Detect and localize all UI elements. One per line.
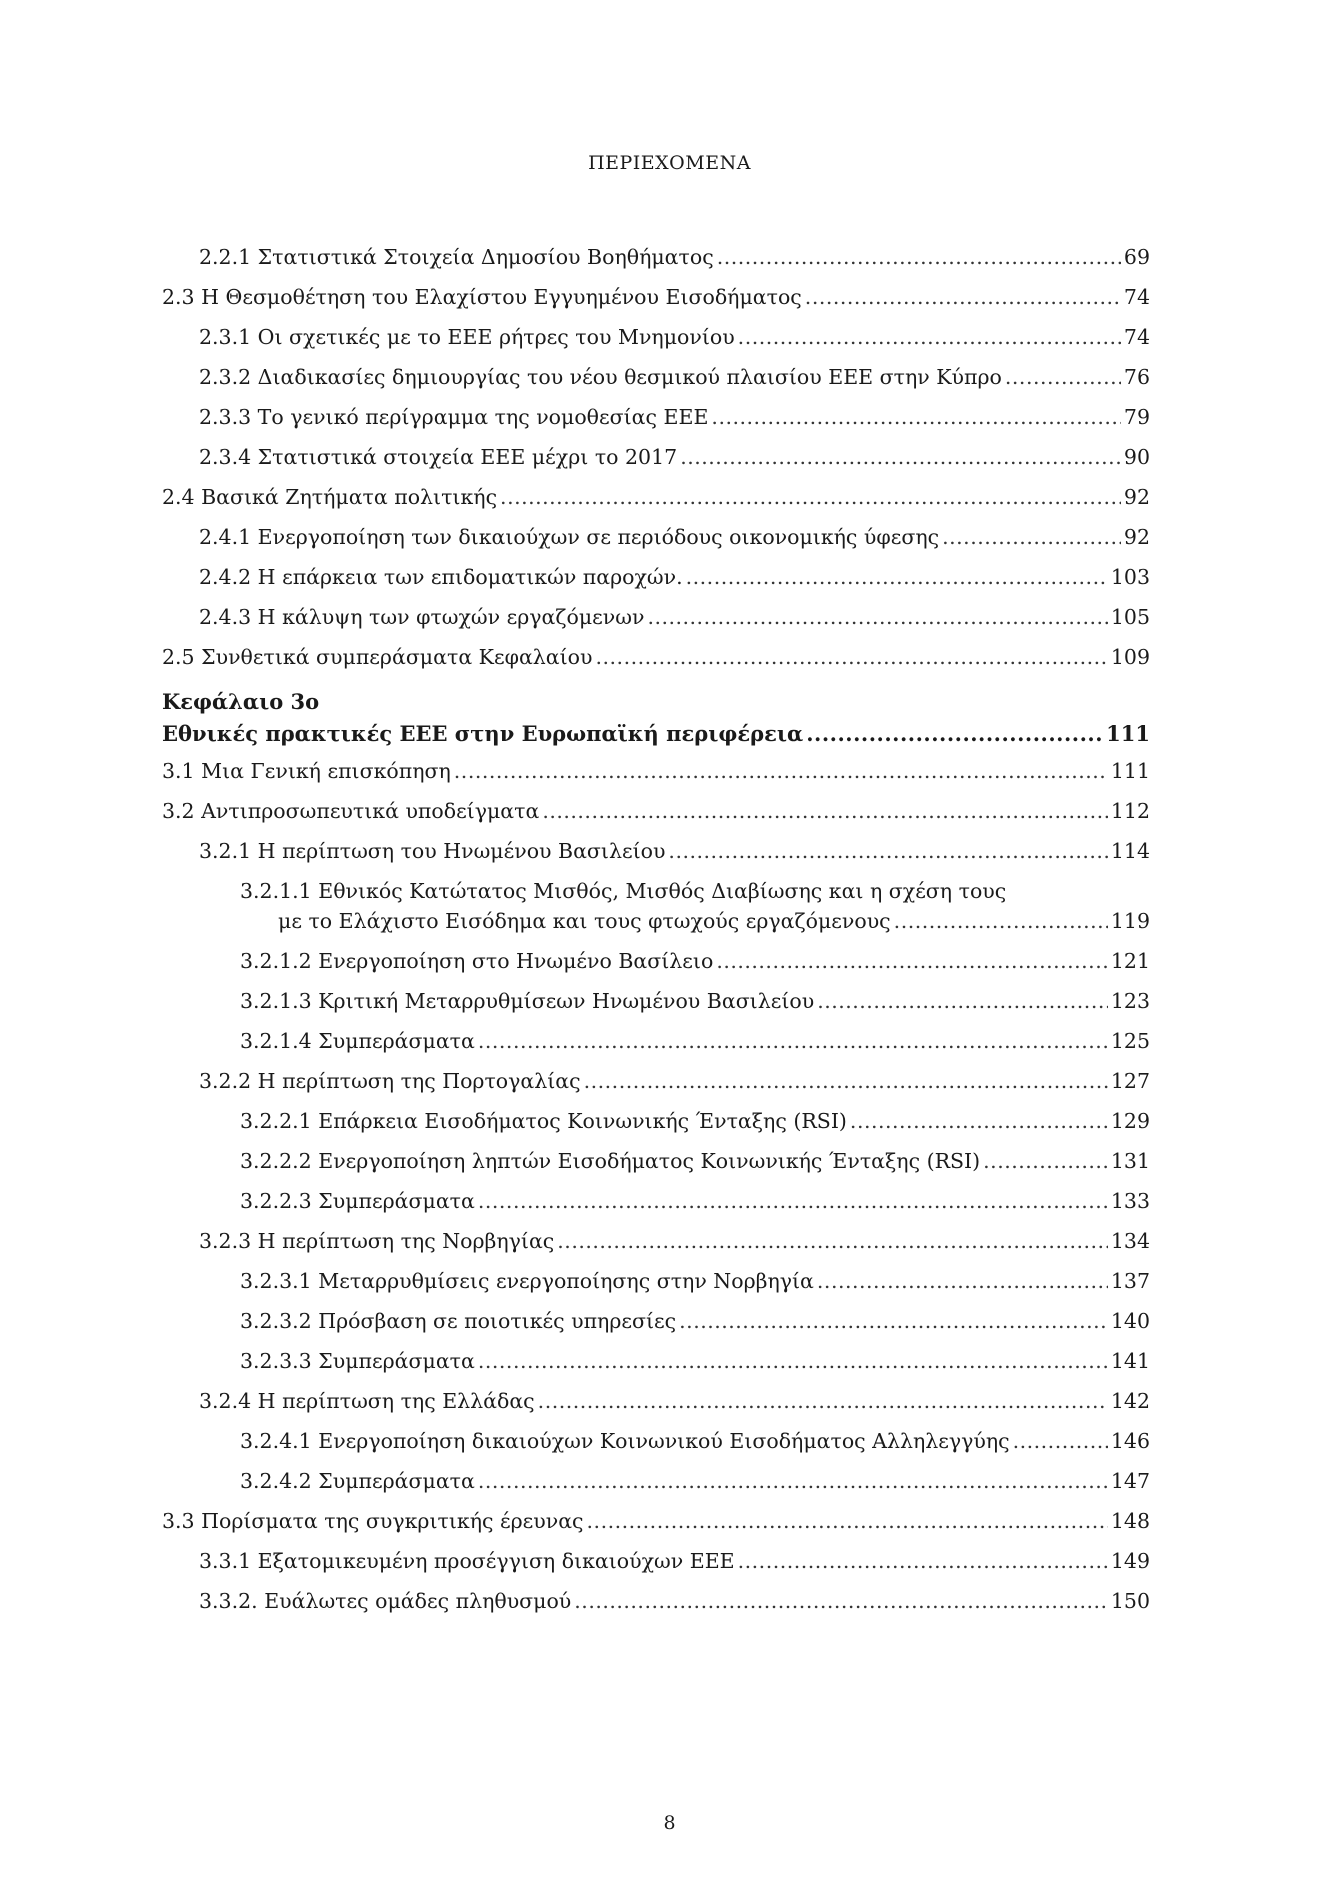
dot-leader [679, 1306, 1108, 1336]
page-header: ΠΕΡΙΕΧΟΜΕΝΑ [588, 152, 751, 174]
dot-leader [478, 1026, 1108, 1056]
toc-entry-page: 112 [1110, 799, 1150, 823]
toc-entry-title: 3.2.1.3 Κριτική Μεταρρυθμίσεων Ηνωμένου Βασιλείου [240, 989, 815, 1013]
dot-leader [711, 402, 1120, 432]
toc-entry[interactable] [162, 642, 1150, 672]
dot-leader [1005, 362, 1121, 392]
dot-leader [817, 1266, 1108, 1296]
toc-entry-page: 114 [1110, 839, 1150, 863]
toc-entry-title: 2.4.2 Η επάρκεια των επιδοματικών παροχών. [199, 565, 683, 589]
toc-entry[interactable] [240, 946, 1150, 976]
toc-entry[interactable] [240, 1426, 1150, 1456]
toc-entry-page: 141 [1110, 1349, 1150, 1373]
toc-entry-page: 79 [1123, 405, 1150, 429]
toc-entry-page: 137 [1110, 1269, 1150, 1293]
toc-entry-page: 129 [1110, 1109, 1150, 1133]
dot-leader [686, 562, 1108, 592]
toc-entry[interactable] [162, 796, 1150, 826]
toc-entry[interactable] [240, 1186, 1150, 1216]
dot-leader [983, 1146, 1108, 1176]
dot-leader [478, 1186, 1108, 1216]
toc-entry[interactable] [240, 1146, 1150, 1176]
dot-leader [894, 906, 1108, 936]
toc-entry-title: 3.2.2.3 Συμπεράσματα [240, 1189, 475, 1213]
toc-entry-page: 121 [1110, 949, 1150, 973]
toc-entry[interactable] [199, 362, 1150, 392]
toc-entry-title-line1[interactable]: 3.2.1.1 Εθνικός Κατώτατος Μισθός, Μισθός Διαβίωσης και η σχέση τους [240, 879, 1007, 903]
toc-entry-title: 2.2.1 Στατιστικά Στοιχεία Δημοσίου Βοηθήματος [199, 245, 714, 269]
toc-entry-page: 134 [1110, 1229, 1150, 1253]
toc-entry-page: 74 [1123, 325, 1150, 349]
toc-entry-page: 131 [1110, 1149, 1150, 1173]
toc-entry[interactable] [199, 836, 1150, 866]
toc-entry[interactable] [199, 522, 1150, 552]
chapter-heading[interactable] [162, 718, 1150, 750]
toc-entry-title: 3.2.3 Η περίπτωση της Νορβηγίας [199, 1229, 555, 1253]
toc-entry-title: 3.2.1.2 Ενεργοποίηση στο Ηνωμένο Βασίλειο [240, 949, 714, 973]
toc-entry-title: 3.2.1.4 Συμπεράσματα [240, 1029, 475, 1053]
toc-entry-page: 140 [1110, 1309, 1150, 1333]
toc-entry-page: 133 [1110, 1189, 1150, 1213]
toc-entry-title: 3.3.2. Ευάλωτες ομάδες πληθυσμού [199, 1589, 572, 1613]
toc-entry[interactable] [199, 442, 1150, 472]
dot-leader [587, 1506, 1108, 1536]
dot-leader [680, 442, 1121, 472]
toc-entry[interactable] [162, 1506, 1150, 1536]
dot-leader [584, 1066, 1108, 1096]
toc-entry-page: 69 [1123, 245, 1150, 269]
dot-leader [647, 602, 1107, 632]
toc-entry-page: 146 [1110, 1429, 1150, 1453]
toc-entry-page: 90 [1123, 445, 1150, 469]
toc-entry[interactable] [199, 1386, 1150, 1416]
dot-leader [668, 836, 1107, 866]
toc-entry-page: 142 [1110, 1389, 1150, 1413]
page-number: 8 [663, 1812, 676, 1834]
toc-entry-page: 149 [1110, 1549, 1150, 1573]
dot-leader [850, 1106, 1108, 1136]
dot-leader [557, 1226, 1108, 1256]
dot-leader [596, 642, 1108, 672]
toc-entry[interactable] [199, 1586, 1150, 1616]
toc-entry-title: 2.4.1 Ενεργοποίηση των δικαιούχων σε περιόδους οικονομικής ύφεσης [199, 525, 940, 549]
toc-entry-title: 2.4.3 Η κάλυψη των φτωχών εργαζόμενων [199, 605, 645, 629]
toc-entry-page: 92 [1123, 525, 1150, 549]
dot-leader [1013, 1426, 1108, 1456]
toc-entry-title: 2.3.3 Το γενικό περίγραμμα της νομοθεσίας ΕΕΕ [199, 405, 709, 429]
dot-leader [500, 482, 1121, 512]
toc-entry[interactable] [162, 756, 1150, 786]
toc-entry[interactable] [240, 1106, 1150, 1136]
toc-entry-title: 3.2.2 Η περίπτωση της Πορτογαλίας [199, 1069, 581, 1093]
toc-entry-page: 109 [1110, 645, 1150, 669]
toc-entry[interactable] [199, 1066, 1150, 1096]
dot-leader [817, 986, 1108, 1016]
toc-entry-title: 3.2 Αντιπροσωπευτικά υποδείγματα [162, 799, 540, 823]
toc-entry-page: 105 [1110, 605, 1150, 629]
toc-entry-title: 2.5 Συνθετικά συμπεράσματα Κεφαλαίου [162, 645, 593, 669]
toc-entry-title: 3.2.3.1 Μεταρρυθμίσεις ενεργοποίησης στην Νορβηγία [240, 1269, 814, 1293]
toc-entry-title: 2.3.1 Οι σχετικές με το ΕΕΕ ρήτρες του Μνημονίου [199, 325, 735, 349]
dot-leader [942, 522, 1121, 552]
toc-entry[interactable] [199, 402, 1150, 432]
toc-entry-page: 125 [1110, 1029, 1150, 1053]
toc-entry-page: 76 [1123, 365, 1150, 389]
dot-leader [738, 1546, 1108, 1576]
toc-entry-title: 3.2.3.3 Συμπεράσματα [240, 1349, 475, 1373]
toc-entry-page: 148 [1110, 1509, 1150, 1533]
toc-entry-title: 3.2.3.2 Πρόσβαση σε ποιοτικές υπηρεσίες [240, 1309, 677, 1333]
toc-entry-title: 3.2.4.1 Ενεργοποίηση δικαιούχων Κοινωνικού Εισοδήματος Αλληλεγγύης [240, 1429, 1010, 1453]
toc-entry-page: 111 [1110, 759, 1150, 783]
toc-entry-title: 3.3.1 Εξατομικευμένη προσέγγιση δικαιούχων ΕΕΕ [199, 1549, 735, 1573]
toc-entry[interactable] [199, 1546, 1150, 1576]
toc-entry[interactable] [199, 602, 1150, 632]
toc-entry-title: 3.2.2.2 Ενεργοποίηση ληπτών Εισοδήματος Κοινωνικής Ένταξης (RSI) [240, 1149, 981, 1173]
chapter-title: Εθνικές πρακτικές ΕΕΕ στην Ευρωπαϊκή περιφέρεια [162, 721, 804, 746]
dot-leader [738, 322, 1121, 352]
dot-leader [716, 946, 1108, 976]
toc-entry[interactable] [278, 906, 1150, 936]
toc-entry[interactable] [199, 562, 1150, 592]
dot-leader [538, 1386, 1108, 1416]
toc-entry-title: 2.4 Βασικά Ζητήματα πολιτικής [162, 485, 498, 509]
toc-entry-page: 103 [1110, 565, 1150, 589]
table-of-contents [162, 242, 1150, 1616]
toc-entry[interactable] [240, 1026, 1150, 1056]
toc-entry[interactable] [162, 482, 1150, 512]
toc-entry-title: 2.3.4 Στατιστικά στοιχεία ΕΕΕ μέχρι το 2017 [199, 445, 678, 469]
chapter-page: 111 [1106, 721, 1150, 746]
toc-entry[interactable] [162, 282, 1150, 312]
toc-entry[interactable] [240, 1466, 1150, 1496]
dot-leader [454, 756, 1108, 786]
toc-entry[interactable] [240, 1266, 1150, 1296]
toc-entry-page: 119 [1110, 909, 1150, 933]
toc-entry-title: 3.2.1 Η περίπτωση του Ηνωμένου Βασιλείου [199, 839, 666, 863]
toc-entry-title: 3.3 Πορίσματα της συγκριτικής έρευνας [162, 1509, 584, 1533]
toc-entry-page: 123 [1110, 989, 1150, 1013]
toc-entry-page: 92 [1123, 485, 1150, 509]
toc-entry[interactable] [199, 1226, 1150, 1256]
dot-leader [806, 718, 1103, 750]
toc-entry-title: 2.3 Η Θεσμοθέτηση του Ελαχίστου Εγγυημένου Εισοδήματος [162, 285, 802, 309]
toc-entry-title: 3.2.4.2 Συμπεράσματα [240, 1469, 475, 1493]
toc-entry[interactable] [199, 242, 1150, 272]
toc-entry-page: 127 [1110, 1069, 1150, 1093]
dot-leader [805, 282, 1121, 312]
dot-leader [542, 796, 1108, 826]
toc-entry-title: 3.2.2.1 Επάρκεια Εισοδήματος Κοινωνικής Ένταξης (RSI) [240, 1109, 847, 1133]
toc-entry-page: 147 [1110, 1469, 1150, 1493]
dot-leader [478, 1466, 1108, 1496]
dot-leader [478, 1346, 1108, 1376]
toc-entry-page: 150 [1110, 1589, 1150, 1613]
dot-leader [574, 1586, 1108, 1616]
dot-leader [717, 242, 1121, 272]
toc-entry-page: 74 [1123, 285, 1150, 309]
toc-entry[interactable] [240, 986, 1150, 1016]
toc-entry[interactable] [199, 322, 1150, 352]
toc-entry[interactable] [240, 1306, 1150, 1336]
toc-entry[interactable] [240, 1346, 1150, 1376]
toc-entry-title: 3.1 Μια Γενική επισκόπηση [162, 759, 451, 783]
chapter-label: Κεφάλαιο 3ο [162, 689, 320, 714]
toc-entry-title-line2: με το Ελάχιστο Εισόδημα και τους φτωχούς εργαζόμενους [278, 909, 891, 933]
toc-entry-title: 2.3.2 Διαδικασίες δημιουργίας του νέου θεσμικού πλαισίου ΕΕΕ στην Κύπρο [199, 365, 1002, 389]
toc-entry-title: 3.2.4 Η περίπτωση της Ελλάδας [199, 1389, 535, 1413]
